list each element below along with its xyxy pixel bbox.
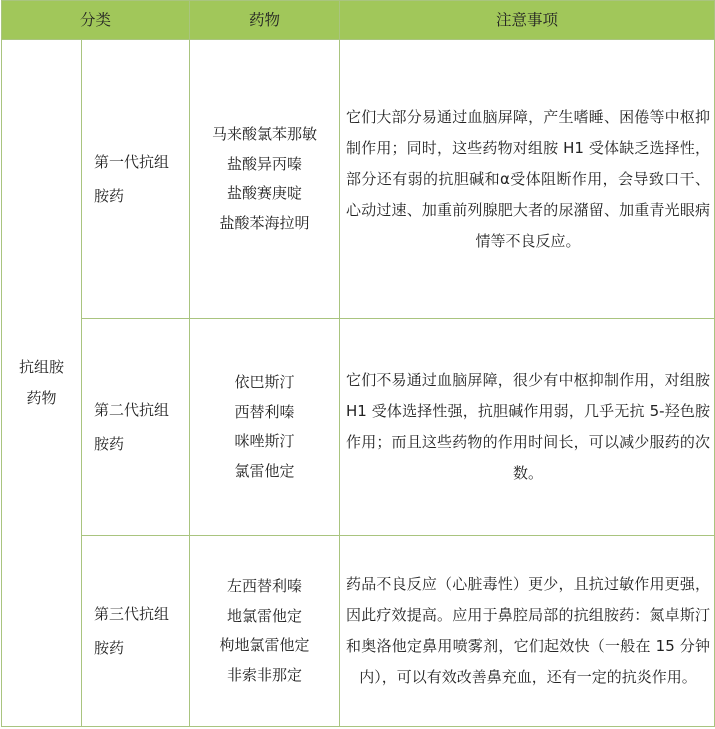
generation-line-1: 第三代抗组 <box>94 605 170 623</box>
header-drug: 药物 <box>190 1 340 40</box>
generation-cell <box>82 536 190 727</box>
drug-name: 马来酸氯苯那敏 <box>212 125 318 143</box>
generation-line-1: 第二代抗组 <box>94 401 170 419</box>
table-row <box>2 319 715 536</box>
generation-line-1: 第一代抗组 <box>94 153 170 171</box>
drug-name: 盐酸异丙嗪 <box>227 154 303 173</box>
table-row <box>2 40 715 319</box>
note-cell: 它们大部分易通过血脑屏障，产生嗜睡、困倦等中枢抑制作用；同时，这些药物对组胺 H1 受体缺乏选择性，部分还有弱的抗胆碱和α受体阻断作用，会导致口干、心动过速、加重前列腺肥大者的尿潴留、加重青光眼病情等不良反应。 <box>340 40 715 319</box>
drug-list-cell <box>190 319 340 536</box>
drug-name: 咪唑斯汀 <box>234 432 295 450</box>
table-row <box>2 536 715 727</box>
header-category: 分类 <box>2 1 190 40</box>
drug-name: 地氯雷他定 <box>227 606 303 625</box>
header-row <box>2 1 715 40</box>
note-cell: 药品不良反应（心脏毒性）更少，且抗过敏作用更强，因此疗效提高。应用于鼻腔局部的抗组胺药：氮卓斯汀和奥洛他定鼻用喷雾剂，它们起效快（一般在 15 分钟内），可以有效改善鼻充血，还有一定的抗炎作用。 <box>340 536 715 727</box>
generation-line-2: 胺药 <box>94 435 125 453</box>
drug-name: 非索非那定 <box>227 665 303 684</box>
generation-line-2: 胺药 <box>94 187 125 205</box>
generation-cell <box>82 319 190 536</box>
category-line-2: 药物 <box>26 389 57 407</box>
header-notes: 注意事项 <box>340 1 715 40</box>
drug-name: 盐酸赛庚啶 <box>227 184 303 202</box>
drug-list-cell <box>190 40 340 319</box>
drug-name: 左西替利嗪 <box>227 577 303 595</box>
note-cell: 它们不易通过血脑屏障，很少有中枢抑制作用，对组胺 H1 受体选择性强，抗胆碱作用弱，几乎无抗 5-羟色胺作用；而且这些药物的作用时间长，可以减少服药的次数。 <box>340 319 715 536</box>
drug-list-cell <box>190 536 340 727</box>
drug-name: 枸地氯雷他定 <box>219 636 310 654</box>
drug-name: 盐酸苯海拉明 <box>219 213 310 232</box>
generation-cell <box>82 40 190 319</box>
antihistamine-table <box>1 0 715 727</box>
generation-line-2: 胺药 <box>94 639 125 657</box>
category-line-1: 抗组胺 <box>18 358 64 376</box>
drug-name: 西替利嗪 <box>234 402 295 421</box>
drug-name: 依巴斯汀 <box>234 373 295 391</box>
category-cell <box>2 40 82 727</box>
drug-name: 氯雷他定 <box>234 461 295 480</box>
